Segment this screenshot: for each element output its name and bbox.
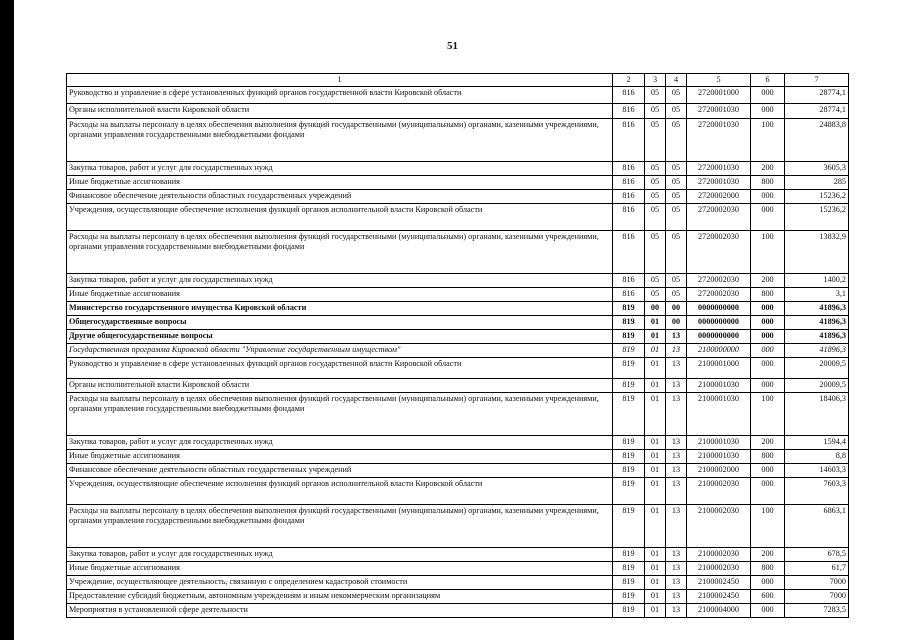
- table-cell-name: Иные бюджетные ассигнования: [67, 450, 613, 464]
- table-cell-subsection: 05: [666, 231, 687, 274]
- table-row: [67, 190, 849, 204]
- table-cell-name: Закупка товаров, работ и услуг для государственных нужд: [67, 162, 613, 176]
- table-row: [67, 330, 849, 344]
- table-cell-target: 2100004000: [687, 604, 751, 618]
- table-cell-name: Закупка товаров, работ и услуг для государственных нужд: [67, 436, 613, 450]
- table-cell-section: 05: [645, 231, 666, 274]
- table-cell-subsection: 13: [666, 576, 687, 590]
- table-cell-subsection: 13: [666, 330, 687, 344]
- table-cell-amount: 41896,3: [785, 302, 849, 316]
- table-cell-section: 05: [645, 288, 666, 302]
- table-cell-target: 2100002450: [687, 590, 751, 604]
- table-cell-subsection: 13: [666, 604, 687, 618]
- table-cell-section: 01: [645, 576, 666, 590]
- header-cell: 6: [751, 74, 785, 87]
- table-cell-target: 2100002030: [687, 548, 751, 562]
- table-cell-target: 2720001030: [687, 104, 751, 119]
- table-cell-code: 819: [613, 548, 645, 562]
- table-cell-amount: 41896,3: [785, 330, 849, 344]
- table-cell-name: Иные бюджетные ассигнования: [67, 562, 613, 576]
- table-cell-section: 01: [645, 450, 666, 464]
- table-cell-code: 819: [613, 478, 645, 505]
- table-cell-amount: 24883,8: [785, 119, 849, 162]
- table-cell-subsection: 05: [666, 274, 687, 288]
- table-row: [67, 379, 849, 393]
- table-cell-code: 819: [613, 464, 645, 478]
- table-cell-section: 05: [645, 190, 666, 204]
- table-cell-expense-type: 800: [751, 288, 785, 302]
- table-cell-subsection: 05: [666, 162, 687, 176]
- table-cell-expense-type: 000: [751, 330, 785, 344]
- table-cell-name: Общегосударственные вопросы: [67, 316, 613, 330]
- table-cell-code: 816: [613, 87, 645, 104]
- table-cell-subsection: 13: [666, 548, 687, 562]
- table-cell-name: Закупка товаров, работ и услуг для государственных нужд: [67, 274, 613, 288]
- table-cell-target: 2720002030: [687, 288, 751, 302]
- table-cell-target: 2100001030: [687, 450, 751, 464]
- table-cell-expense-type: 000: [751, 478, 785, 505]
- table-cell-amount: 678,5: [785, 548, 849, 562]
- table-cell-subsection: 13: [666, 478, 687, 505]
- table-cell-name: Руководство и управление в сфере установленных функций органов государственной власти Кировской области: [67, 87, 613, 104]
- table-cell-expense-type: 200: [751, 436, 785, 450]
- table-cell-amount: 14603,3: [785, 464, 849, 478]
- table-cell-code: 816: [613, 104, 645, 119]
- table-cell-target: 2100002000: [687, 464, 751, 478]
- table-cell-amount: 15236,2: [785, 204, 849, 231]
- table-cell-section: 01: [645, 358, 666, 379]
- table-cell-subsection: 05: [666, 190, 687, 204]
- table-cell-code: 819: [613, 590, 645, 604]
- table-cell-subsection: 13: [666, 464, 687, 478]
- table-row: [67, 231, 849, 274]
- table-cell-section: 05: [645, 104, 666, 119]
- table-cell-section: 05: [645, 119, 666, 162]
- table-cell-subsection: 05: [666, 119, 687, 162]
- table-cell-code: 816: [613, 288, 645, 302]
- table-cell-name: Учреждения, осуществляющие обеспечение исполнения функций органов исполнительной власти Кировской области: [67, 204, 613, 231]
- header-cell: 3: [645, 74, 666, 87]
- table-cell-code: 819: [613, 576, 645, 590]
- table-cell-name: Иные бюджетные ассигнования: [67, 288, 613, 302]
- table-cell-expense-type: 600: [751, 590, 785, 604]
- table-cell-expense-type: 100: [751, 393, 785, 436]
- table-cell-amount: 41896,3: [785, 316, 849, 330]
- table-cell-subsection: 05: [666, 87, 687, 104]
- table-row: [67, 393, 849, 436]
- table-cell-expense-type: 000: [751, 464, 785, 478]
- table-cell-amount: 7000: [785, 576, 849, 590]
- table-row: [67, 436, 849, 450]
- table-cell-target: 2720002030: [687, 204, 751, 231]
- table-cell-name: Учреждения, осуществляющие обеспечение исполнения функций органов исполнительной власти Кировской области: [67, 478, 613, 505]
- table-cell-expense-type: 100: [751, 231, 785, 274]
- header-cell: 4: [666, 74, 687, 87]
- table-cell-code: 816: [613, 274, 645, 288]
- table-cell-name: Министерство государственного имущества Кировской области: [67, 302, 613, 316]
- table-cell-expense-type: 200: [751, 162, 785, 176]
- table-cell-amount: 3,1: [785, 288, 849, 302]
- table-cell-section: 01: [645, 604, 666, 618]
- table-cell-subsection: 13: [666, 344, 687, 358]
- table-cell-section: 00: [645, 302, 666, 316]
- table-cell-subsection: 05: [666, 104, 687, 119]
- table-cell-amount: 41896,3: [785, 344, 849, 358]
- table-cell-expense-type: 000: [751, 358, 785, 379]
- table-cell-section: 05: [645, 274, 666, 288]
- table-cell-expense-type: 000: [751, 316, 785, 330]
- table-cell-section: 01: [645, 590, 666, 604]
- table-cell-code: 819: [613, 562, 645, 576]
- table-cell-code: 816: [613, 231, 645, 274]
- header-cell: 1: [67, 74, 613, 87]
- table-row: [67, 562, 849, 576]
- table-row: [67, 505, 849, 548]
- table-cell-section: 01: [645, 316, 666, 330]
- table-cell-name: Органы исполнительной власти Кировской области: [67, 104, 613, 119]
- table-cell-expense-type: 200: [751, 548, 785, 562]
- table-row: [67, 590, 849, 604]
- budget-table: [66, 73, 849, 618]
- table-row: [67, 162, 849, 176]
- table-cell-section: 01: [645, 379, 666, 393]
- table-cell-amount: 1594,4: [785, 436, 849, 450]
- table-cell-expense-type: 000: [751, 576, 785, 590]
- table-cell-name: Учреждение, осуществляющее деятельность, связанную с определением кадастровой стоимости: [67, 576, 613, 590]
- scan-edge-bar: [0, 0, 14, 640]
- table-cell-target: 2100002030: [687, 505, 751, 548]
- table-row: [67, 176, 849, 190]
- table-cell-code: 816: [613, 176, 645, 190]
- table-cell-code: 819: [613, 330, 645, 344]
- table-cell-amount: 61,7: [785, 562, 849, 576]
- table-cell-section: 05: [645, 162, 666, 176]
- table-cell-section: 01: [645, 393, 666, 436]
- table-cell-code: 819: [613, 450, 645, 464]
- table-cell-code: 816: [613, 204, 645, 231]
- table-cell-target: 2720001030: [687, 119, 751, 162]
- table-row: [67, 358, 849, 379]
- table-cell-name: Руководство и управление в сфере установленных функций органов государственной власти Кировской области: [67, 358, 613, 379]
- table-cell-subsection: 13: [666, 436, 687, 450]
- table-cell-name: Финансовое обеспечение деятельности областных государственных учреждений: [67, 464, 613, 478]
- table-row: [67, 604, 849, 618]
- table-cell-target: 2100000000: [687, 344, 751, 358]
- table-cell-expense-type: 800: [751, 450, 785, 464]
- table-cell-expense-type: 000: [751, 204, 785, 231]
- table-cell-expense-type: 000: [751, 87, 785, 104]
- table-cell-section: 05: [645, 176, 666, 190]
- header-cell: 7: [785, 74, 849, 87]
- table-cell-expense-type: 200: [751, 274, 785, 288]
- table-cell-subsection: 05: [666, 288, 687, 302]
- table-row: [67, 576, 849, 590]
- table-cell-target: 2100001030: [687, 436, 751, 450]
- table-row: [67, 464, 849, 478]
- table-cell-amount: 15236,2: [785, 190, 849, 204]
- header-cell: 5: [687, 74, 751, 87]
- table-cell-expense-type: 100: [751, 119, 785, 162]
- page-number: 51: [447, 40, 458, 52]
- table-cell-target: 0000000000: [687, 302, 751, 316]
- table-cell-amount: 3605,3: [785, 162, 849, 176]
- table-cell-amount: 20009,5: [785, 358, 849, 379]
- table-cell-subsection: 13: [666, 379, 687, 393]
- table-cell-expense-type: 100: [751, 505, 785, 548]
- table-cell-code: 819: [613, 393, 645, 436]
- table-cell-target: 2100001000: [687, 358, 751, 379]
- table-row: [67, 548, 849, 562]
- table-row: [67, 316, 849, 330]
- table-cell-subsection: 00: [666, 302, 687, 316]
- table-cell-code: 819: [613, 344, 645, 358]
- table-cell-code: 819: [613, 302, 645, 316]
- table-cell-target: 2100001030: [687, 393, 751, 436]
- table-cell-target: 2720002030: [687, 231, 751, 274]
- table-cell-subsection: 00: [666, 316, 687, 330]
- table-cell-code: 819: [613, 316, 645, 330]
- table-cell-amount: 1400,2: [785, 274, 849, 288]
- table-cell-target: 2720002000: [687, 190, 751, 204]
- table-cell-section: 01: [645, 505, 666, 548]
- table-cell-section: 01: [645, 436, 666, 450]
- table-cell-amount: 13832,9: [785, 231, 849, 274]
- table-cell-code: 819: [613, 604, 645, 618]
- table-row: [67, 119, 849, 162]
- table-row: [67, 274, 849, 288]
- table-cell-amount: 285: [785, 176, 849, 190]
- table-cell-section: 01: [645, 478, 666, 505]
- table-cell-name: Расходы на выплаты персоналу в целях обеспечения выполнения функций государственными (муниципальными) органами, казенными учреждениями, органами управления государственными внебюджетными фондами: [67, 231, 613, 274]
- table-cell-section: 01: [645, 464, 666, 478]
- table-cell-amount: 28774,1: [785, 87, 849, 104]
- table-cell-name: Расходы на выплаты персоналу в целях обеспечения выполнения функций государственными (муниципальными) органами, казенными учреждениями, органами управления государственными внебюджетными фондами: [67, 393, 613, 436]
- table-cell-expense-type: 000: [751, 190, 785, 204]
- table-header-row: [67, 74, 849, 87]
- table-cell-name: Финансовое обеспечение деятельности областных государственных учреждений: [67, 190, 613, 204]
- table-cell-amount: 28774,1: [785, 104, 849, 119]
- table-cell-expense-type: 000: [751, 344, 785, 358]
- table-row: [67, 288, 849, 302]
- table-cell-target: 2720001000: [687, 87, 751, 104]
- table-cell-code: 816: [613, 162, 645, 176]
- table-cell-name: Мероприятия в установленной сфере деятельности: [67, 604, 613, 618]
- table-cell-amount: 18406,3: [785, 393, 849, 436]
- table-cell-code: 819: [613, 358, 645, 379]
- table-row: [67, 344, 849, 358]
- table-cell-code: 819: [613, 436, 645, 450]
- table-cell-code: 819: [613, 505, 645, 548]
- table-cell-section: 01: [645, 548, 666, 562]
- table-cell-amount: 7603,3: [785, 478, 849, 505]
- table-cell-section: 01: [645, 344, 666, 358]
- table-row: [67, 302, 849, 316]
- table-cell-expense-type: 800: [751, 176, 785, 190]
- table-row: [67, 204, 849, 231]
- table-row: [67, 104, 849, 119]
- table-cell-code: 816: [613, 119, 645, 162]
- table-cell-expense-type: 000: [751, 379, 785, 393]
- table-cell-amount: 6863,1: [785, 505, 849, 548]
- table-cell-amount: 8,8: [785, 450, 849, 464]
- table-cell-name: Закупка товаров, работ и услуг для государственных нужд: [67, 548, 613, 562]
- table-row: [67, 450, 849, 464]
- table-cell-target: 0000000000: [687, 330, 751, 344]
- table-cell-target: 2100002030: [687, 478, 751, 505]
- table-cell-name: Другие общегосударственные вопросы: [67, 330, 613, 344]
- table-cell-target: 2100002450: [687, 576, 751, 590]
- header-cell: 2: [613, 74, 645, 87]
- table-cell-target: 2720002030: [687, 274, 751, 288]
- table-cell-name: Предоставление субсидий бюджетным, автономным учреждениям и иным некоммерческим организациям: [67, 590, 613, 604]
- table-cell-code: 819: [613, 379, 645, 393]
- table-cell-section: 05: [645, 87, 666, 104]
- table-row: [67, 478, 849, 505]
- table-cell-subsection: 05: [666, 176, 687, 190]
- table-cell-section: 01: [645, 330, 666, 344]
- table-cell-target: 2100001030: [687, 379, 751, 393]
- table-cell-target: 0000000000: [687, 316, 751, 330]
- table-cell-target: 2720001030: [687, 176, 751, 190]
- table-cell-expense-type: 000: [751, 104, 785, 119]
- table-cell-expense-type: 000: [751, 604, 785, 618]
- table-cell-code: 816: [613, 190, 645, 204]
- table-row: [67, 87, 849, 104]
- table-cell-name: Государственная программа Кировской области "Управление государственным имуществом": [67, 344, 613, 358]
- table-cell-section: 01: [645, 562, 666, 576]
- table-cell-amount: 20009,5: [785, 379, 849, 393]
- table-cell-name: Органы исполнительной власти Кировской области: [67, 379, 613, 393]
- table-cell-subsection: 13: [666, 450, 687, 464]
- table-cell-subsection: 13: [666, 562, 687, 576]
- table-cell-name: Иные бюджетные ассигнования: [67, 176, 613, 190]
- table-cell-subsection: 13: [666, 505, 687, 548]
- table-cell-expense-type: 800: [751, 562, 785, 576]
- table-cell-subsection: 05: [666, 204, 687, 231]
- table-cell-subsection: 13: [666, 590, 687, 604]
- table-cell-target: 2100002030: [687, 562, 751, 576]
- table-cell-expense-type: 000: [751, 302, 785, 316]
- table-cell-target: 2720001030: [687, 162, 751, 176]
- table-cell-name: Расходы на выплаты персоналу в целях обеспечения выполнения функций государственными (муниципальными) органами, казенными учреждениями, органами управления государственными внебюджетными фондами: [67, 505, 613, 548]
- table-cell-amount: 7000: [785, 590, 849, 604]
- table-cell-subsection: 13: [666, 358, 687, 379]
- table-cell-subsection: 13: [666, 393, 687, 436]
- table-cell-amount: 7283,5: [785, 604, 849, 618]
- table-cell-name: Расходы на выплаты персоналу в целях обеспечения выполнения функций государственными (муниципальными) органами, казенными учреждениями, органами управления государственными внебюджетными фондами: [67, 119, 613, 162]
- table-cell-section: 05: [645, 204, 666, 231]
